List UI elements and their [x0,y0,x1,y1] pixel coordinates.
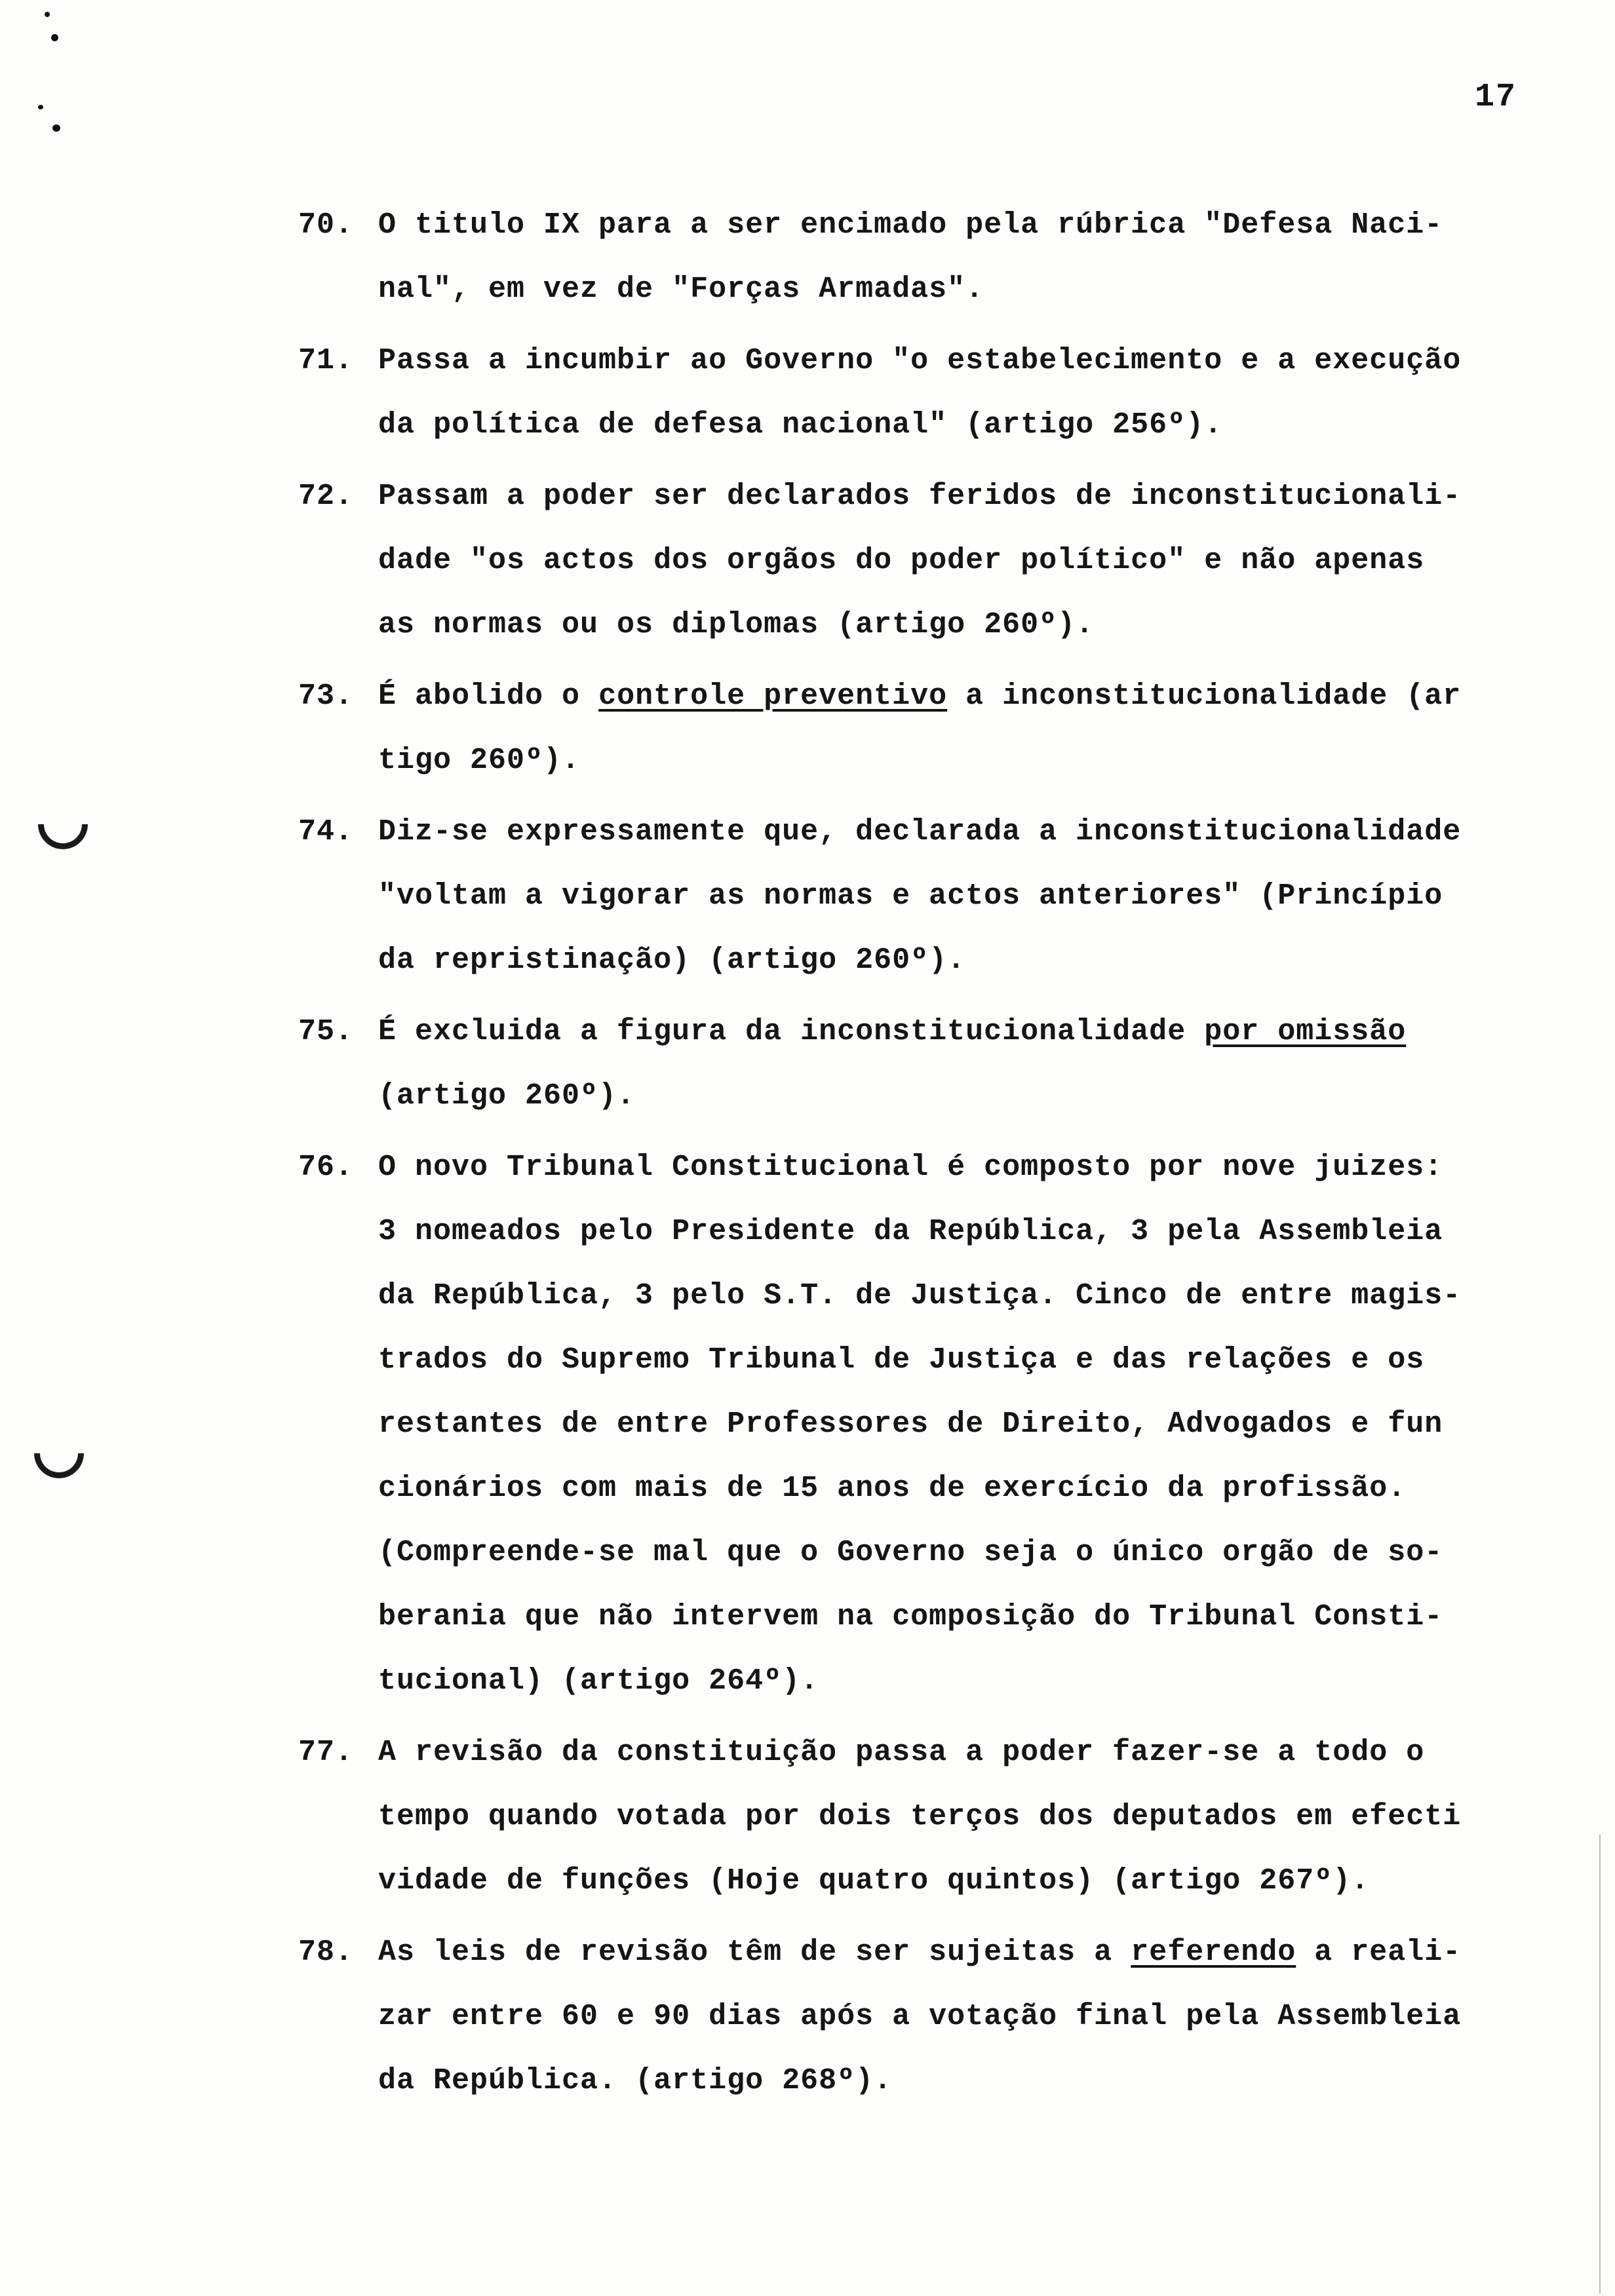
item-text-line [378,664,1544,729]
text-segment: nal", em vez de "Forças Armadas". [378,273,984,306]
item-text-line [378,1521,1544,1585]
text-segment: cionários com mais de 15 anos de exercício da profissão. [378,1472,1407,1505]
punch-hole-mark [24,1418,94,1488]
list-item [298,800,1544,993]
text-segment: tucional) (artigo 264º). [378,1664,819,1698]
text-segment: da República. (artigo 268º). [378,2064,893,2097]
item-text-line [378,1328,1544,1392]
text-segment: tempo quando votada por dois terços dos deputados em efecti [378,1800,1462,1833]
text-segment: Diz-se expressamente que, declarada a inconstitucionalidade [378,815,1462,849]
item-text-line [378,1264,1544,1328]
scan-speck [52,124,60,132]
list-item [298,1721,1544,1913]
text-segment: A revisão da constituição passa a poder fazer-se a todo o [378,1736,1425,1769]
item-number: 74. [298,815,354,849]
text-segment: O titulo IX para a ser encimado pela rúbrica "Defesa Naci- [378,208,1443,242]
text-segment: zar entre 60 e 90 dias após a votação final pela Assembleia [378,2000,1462,2033]
item-text-line [378,529,1544,593]
text-segment: O novo Tribunal Constitucional é composto por nove juizes: [378,1151,1443,1184]
item-number: 73. [298,679,354,713]
item-number: 76. [298,1151,354,1184]
text-segment: Passa a incumbir ao Governo "o estabelecimento e a execução [378,344,1462,377]
scan-speck [38,105,43,109]
page-number: 17 [1475,79,1517,116]
item-number: 78. [298,1936,354,1969]
text-segment: dade "os actos dos orgãos do poder político" e não apenas [378,544,1425,577]
text-segment: da repristinação) (artigo 260º). [378,944,966,977]
item-number: 71. [298,344,354,377]
item-text-line [378,1136,1544,1200]
underlined-text: referendo [1131,1936,1296,1969]
underlined-text: por omissão [1204,1015,1407,1048]
item-text-line [378,1985,1544,2049]
list-item [298,329,1544,457]
text-segment: a inconstitucionalidade (ar [947,679,1462,713]
item-text-line [378,1849,1544,1913]
text-segment: a reali- [1296,1936,1462,1969]
text-segment: (Compreende-se mal que o Governo seja o único orgão de so- [378,1536,1443,1569]
item-number: 75. [298,1015,354,1048]
item-text-line [378,1064,1544,1128]
scan-speck [51,34,58,41]
item-text-line [378,1721,1544,1785]
item-text-line [378,1785,1544,1849]
text-segment: É abolido o [378,679,599,713]
item-text-line [378,729,1544,793]
item-text-line [378,329,1544,393]
item-text-line [378,864,1544,928]
text-segment: vidade de funções (Hoje quatro quintos) (artigo 267º). [378,1864,1370,1898]
text-segment: da política de defesa nacional" (artigo 256º). [378,408,1223,442]
text-segment: as normas ou os diplomas (artigo 260º). [378,608,1095,641]
item-text-line [378,1392,1544,1457]
underlined-text: controle preventivo [598,679,948,713]
item-text-line [378,1200,1544,1264]
text-segment: berania que não intervem na composição do Tribunal Consti- [378,1600,1443,1634]
item-text-line [378,593,1544,657]
item-text-line [378,1000,1544,1064]
text-segment: (artigo 260º). [378,1079,636,1113]
text-segment: "voltam a vigorar as normas e actos anteriores" (Princípio [378,879,1443,913]
item-text-line [378,393,1544,457]
item-number: 77. [298,1736,354,1769]
list-item [298,465,1544,657]
item-text-line [378,928,1544,993]
text-segment: restantes de entre Professores de Direito, Advogados e fun [378,1407,1443,1441]
text-segment: As leis de revisão têm de ser sujeitas a [378,1936,1131,1969]
punch-hole-mark [28,789,98,859]
scan-speck [45,12,50,17]
item-text-line [378,193,1544,258]
item-text-line [378,1457,1544,1521]
item-text-line [378,258,1544,322]
item-text-line [378,1649,1544,1713]
list-item [298,1136,1544,1713]
list-item [298,664,1544,793]
item-text-line [378,1921,1544,1985]
text-segment: 3 nomeados pelo Presidente da República, 3 pela Assembleia [378,1215,1443,1248]
text-segment: da República, 3 pelo S.T. de Justiça. Cinco de entre magis- [378,1279,1462,1312]
item-text-line [378,1585,1544,1649]
list-item [298,1921,1544,2113]
item-text-line [378,465,1544,529]
item-text-line [378,800,1544,864]
item-number: 72. [298,480,354,513]
item-text-line [378,2049,1544,2113]
numbered-list [298,193,1544,2120]
text-segment: É excluida a figura da inconstitucionalidade [378,1015,1205,1048]
item-number: 70. [298,208,354,242]
text-segment: trados do Supremo Tribunal de Justiça e das relações e os [378,1343,1425,1377]
text-segment: Passam a poder ser declarados feridos de inconstitucionali- [378,480,1462,513]
list-item [298,1000,1544,1128]
list-item [298,193,1544,322]
scan-edge-line [1599,1835,1601,2293]
text-segment: tigo 260º). [378,744,581,777]
